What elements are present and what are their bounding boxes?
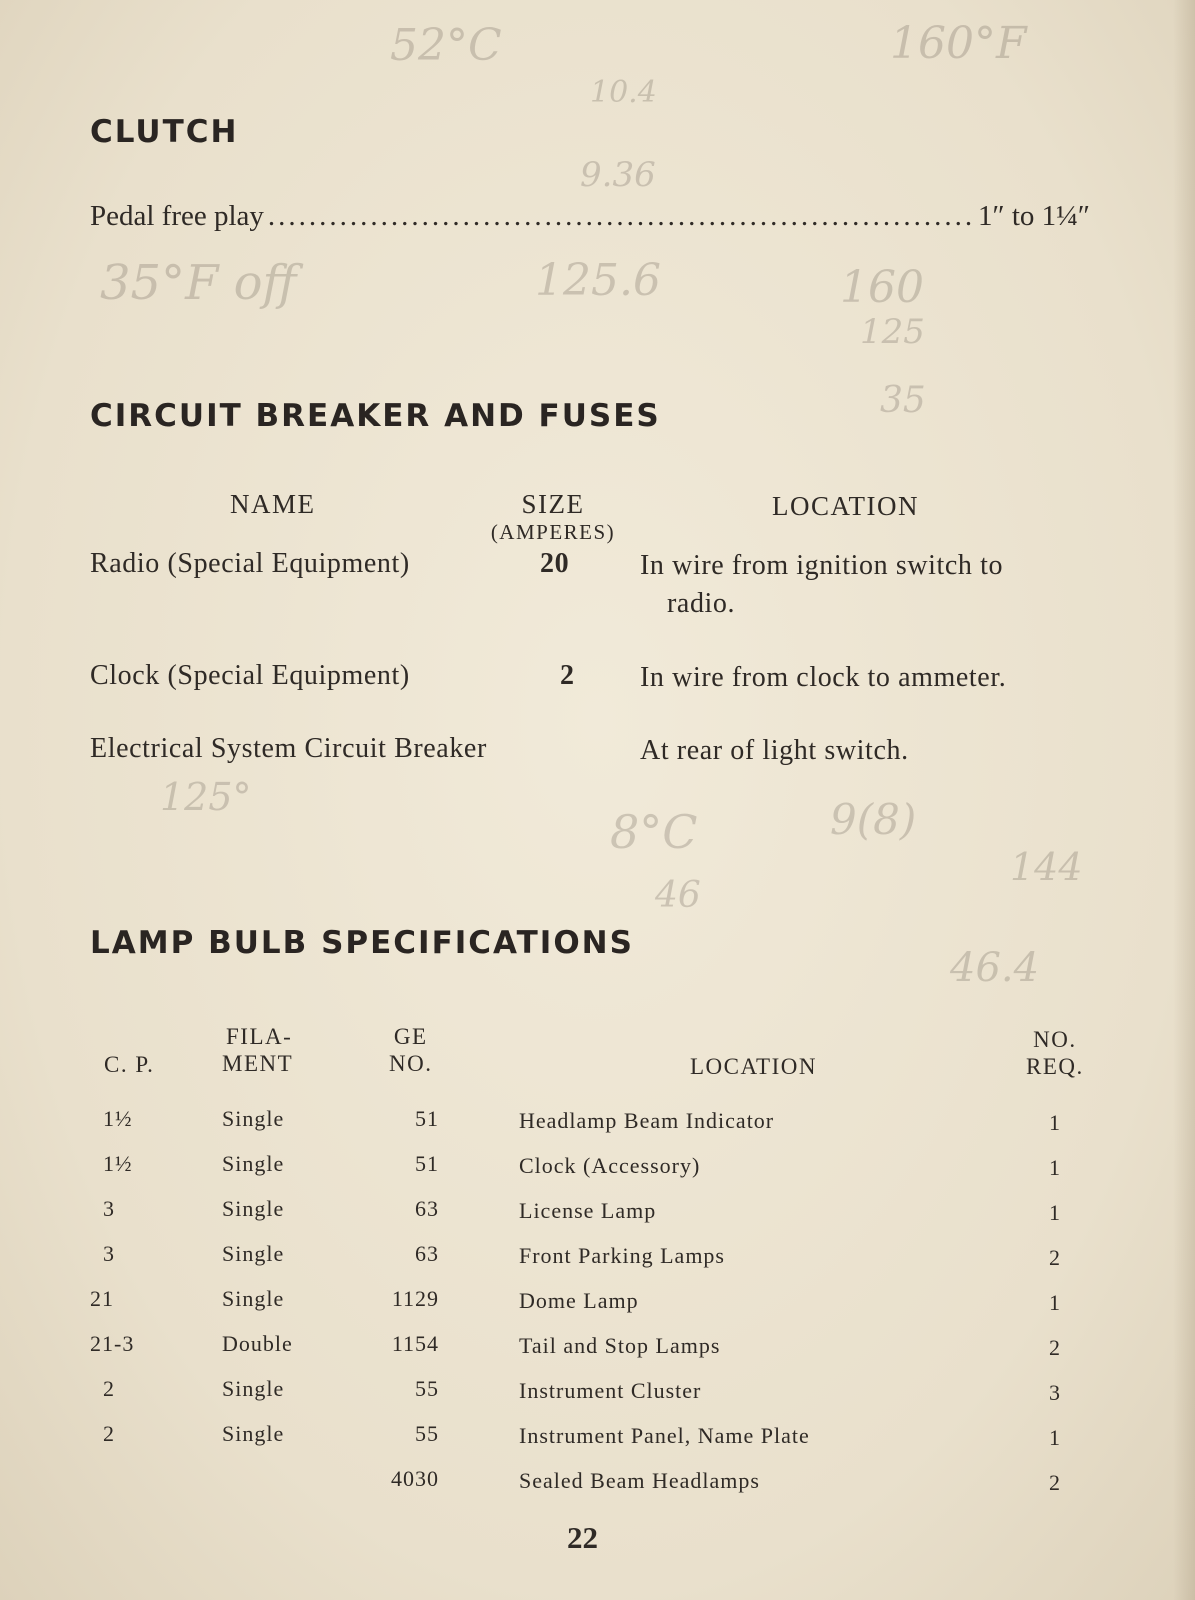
lamp-no-req: 1 [1049,1155,1061,1180]
pencil-note: 9(8) [830,795,917,844]
lamp-location: Front Parking Lamps [519,1243,725,1268]
pencil-note: 52°C [390,20,502,71]
clutch-pedal-free-play-row [90,200,1090,233]
fuse-row-location: At rear of light switch. [640,735,909,766]
fuse-row-name: Electrical System Circuit Breaker [90,733,487,764]
lamp-filament: Double [222,1331,293,1356]
lamp-ge-no: 63 [415,1196,439,1221]
fuse-row-size: 20 [540,548,570,579]
lamp-no-req: 3 [1049,1380,1061,1405]
lamp-filament: Single [222,1286,285,1311]
lamp-location: License Lamp [519,1198,657,1223]
lamps-col-cp: C. P. [104,1052,155,1077]
lamp-ge-no: 51 [415,1106,439,1131]
lamp-ge-no: 4030 [391,1466,439,1491]
lamps-col-filament-2: MENT [222,1051,294,1076]
lamp-filament: Single [222,1376,285,1401]
lamp-cp: 21-3 [90,1331,135,1356]
fuse-row-name: Radio (Special Equipment) [90,548,410,579]
lamp-no-req: 2 [1049,1470,1061,1495]
lamp-ge-no: 55 [415,1421,439,1446]
pencil-note: 46.4 [950,945,1040,991]
lamps-col-filament-1: FILA- [226,1024,293,1049]
pencil-note: 125° [160,775,252,819]
page-number: 22 [567,1520,598,1555]
clutch-label: Pedal free play [90,200,264,232]
lamp-location: Dome Lamp [519,1288,639,1313]
pencil-note: 125 [860,312,925,352]
fuse-row-location: In wire from clock to ammeter. [640,662,1007,693]
lamp-location: Clock (Accessory) [519,1153,701,1178]
lamp-cp: 1½ [103,1151,133,1176]
lamp-location: Headlamp Beam Indicator [519,1108,775,1133]
lamp-cp: 1½ [103,1106,133,1131]
fuses-col-size-sub: (AMPERES) [490,520,616,544]
lamp-cp: 3 [103,1196,115,1221]
lamp-no-req: 1 [1049,1110,1061,1135]
lamps-col-no-req-2: REQ. [1026,1054,1084,1079]
lamps-col-ge-1: GE [393,1024,428,1049]
pencil-note: 144 [1010,845,1083,889]
pencil-note: 8°C [610,805,698,859]
lamp-no-req: 2 [1049,1335,1061,1360]
pencil-note: 35 [880,380,926,421]
lamp-cp: 2 [103,1376,115,1401]
lamps-col-no-req-1: NO. [1033,1027,1077,1052]
pencil-note: 160 [840,262,924,313]
clutch-value: 1″ to 1¼″ [978,200,1090,232]
fuses-heading: CIRCUIT BREAKER AND FUSES [90,398,661,434]
lamp-location: Tail and Stop Lamps [519,1333,721,1358]
lamp-filament: Single [222,1421,285,1446]
fuses-col-size-label: SIZE [521,489,585,519]
lamp-ge-no: 55 [415,1376,439,1401]
fuse-row-name: Clock (Special Equipment) [90,660,410,691]
pencil-note: 35°F off [100,255,297,311]
lamp-cp: 21 [90,1286,114,1311]
pencil-note: 125.6 [535,255,661,306]
lamp-cp: 2 [103,1421,115,1446]
pencil-note: 10.4 [590,75,657,110]
lamp-filament: Single [222,1241,285,1266]
fuse-row-size: 2 [560,660,575,691]
page-edge-shadow [1173,0,1195,1600]
lamp-no-req: 1 [1049,1290,1061,1315]
lamp-location: Instrument Panel, Name Plate [519,1423,810,1448]
leader-dots [268,200,974,233]
fuses-col-location: LOCATION [772,491,919,521]
fuses-col-size [473,490,633,546]
pencil-note: 160°F [890,18,1027,69]
lamp-filament: Single [222,1196,285,1221]
lamp-ge-no: 1129 [391,1286,439,1311]
clutch-heading: CLUTCH [90,114,239,150]
lamp-location: Sealed Beam Headlamps [519,1468,760,1493]
lamp-ge-no: 63 [415,1241,439,1266]
fuses-col-name: NAME [230,489,316,519]
fuse-row-location-cont: radio. [667,588,736,619]
lamps-col-filament [222,1023,293,1077]
lamps-col-ge [389,1023,432,1077]
lamp-cp: 3 [103,1241,115,1266]
fuse-row-location: In wire from ignition switch to [640,550,1004,581]
lamp-no-req: 1 [1049,1200,1061,1225]
lamp-no-req: 1 [1049,1425,1061,1450]
pencil-note: 46 [655,875,701,916]
lamp-no-req: 2 [1049,1245,1061,1270]
lamp-ge-no: 1154 [391,1331,439,1356]
lamps-heading: LAMP BULB SPECIFICATIONS [90,925,634,961]
lamp-filament: Single [222,1106,285,1131]
lamps-col-ge-2: NO. [389,1051,433,1076]
lamp-filament: Single [222,1151,285,1176]
pencil-note: 9.36 [580,155,656,195]
lamps-col-no-req [1026,1026,1084,1080]
lamps-col-location: LOCATION [690,1054,817,1079]
lamp-ge-no: 51 [415,1151,439,1176]
lamp-location: Instrument Cluster [519,1378,702,1403]
